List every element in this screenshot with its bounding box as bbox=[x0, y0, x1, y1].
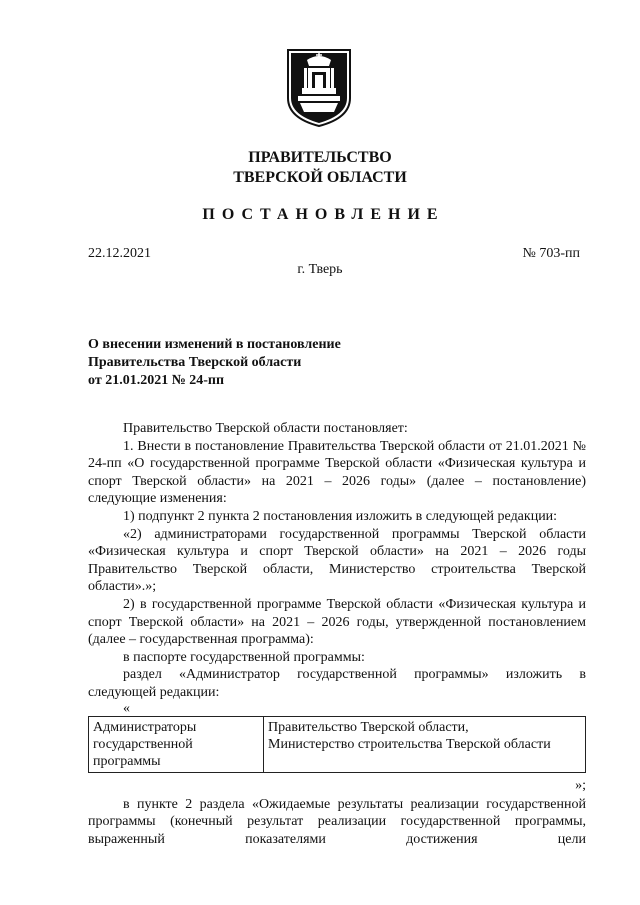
paragraph-section-results: в пункте 2 раздела «Ожидаемые результаты реализации государственной программы (конечный результат реализации государственной программы, выраженный показателями достижения цели bbox=[88, 796, 586, 847]
quote-open-mark: « bbox=[123, 700, 130, 716]
administrators-table bbox=[88, 716, 586, 773]
table-value-line2: Министерство строительства Тверской области bbox=[268, 736, 551, 752]
quote-close-mark: »; bbox=[575, 777, 586, 793]
document-number: № 703-пп bbox=[522, 246, 580, 261]
table-cell-value bbox=[264, 716, 586, 772]
document-subject bbox=[88, 336, 341, 390]
paragraph-quoted-text: «2) администраторами государственной программы Тверской области «Физическая культура и спорт Тверской области» на 2021 – 2026 годы Правительство Тверской области, Министерство строительства Тверской области».»; bbox=[88, 526, 586, 595]
document-city: г. Тверь bbox=[297, 262, 343, 277]
document-date: 22.12.2021 bbox=[88, 246, 151, 261]
document-type: ПОСТАНОВЛЕНИЕ bbox=[202, 206, 445, 223]
table-row bbox=[89, 716, 586, 772]
paragraph-section-admin: раздел «Администратор государственной программы» изложить в следующей редакции: bbox=[88, 667, 586, 700]
government-name-line2: ТВЕРСКОЙ ОБЛАСТИ bbox=[233, 169, 407, 186]
table-value-line1: Правительство Тверской области, bbox=[268, 719, 469, 735]
tver-coat-of-arms-icon bbox=[286, 48, 352, 128]
subject-line2: Правительства Тверской области bbox=[88, 355, 302, 370]
paragraph-passport: в паспорте государственной программы: bbox=[123, 649, 365, 665]
subject-line1: О внесении изменений в постановление bbox=[88, 337, 341, 352]
government-name-line1: ПРАВИТЕЛЬСТВО bbox=[248, 149, 392, 166]
paragraph-subitem-2: 2) в государственной программе Тверской области «Физическая культура и спорт Тверской области» на 2021 – 2026 годы, утвержденной постановлением (далее – государственная программа): bbox=[88, 596, 586, 648]
table-cell-label: Администраторы государственной программы bbox=[89, 716, 264, 772]
government-name bbox=[0, 148, 640, 188]
paragraph-subitem-1: 1) подпункт 2 пункта 2 постановления изложить в следующей редакции: bbox=[123, 508, 558, 524]
paragraph-item-1: 1. Внести в постановление Правительства Тверской области от 21.01.2021 № 24-пп «О государственной программе Тверской области «Физическая культура и спорт Тверской области» на 2021 – 2026 годы» (далее – постановление) следующие изменения: bbox=[88, 438, 586, 507]
paragraph-preamble: Правительство Тверской области постановляет: bbox=[123, 421, 408, 436]
document-body bbox=[88, 420, 586, 848]
subject-line3: от 21.01.2021 № 24-пп bbox=[88, 373, 225, 388]
